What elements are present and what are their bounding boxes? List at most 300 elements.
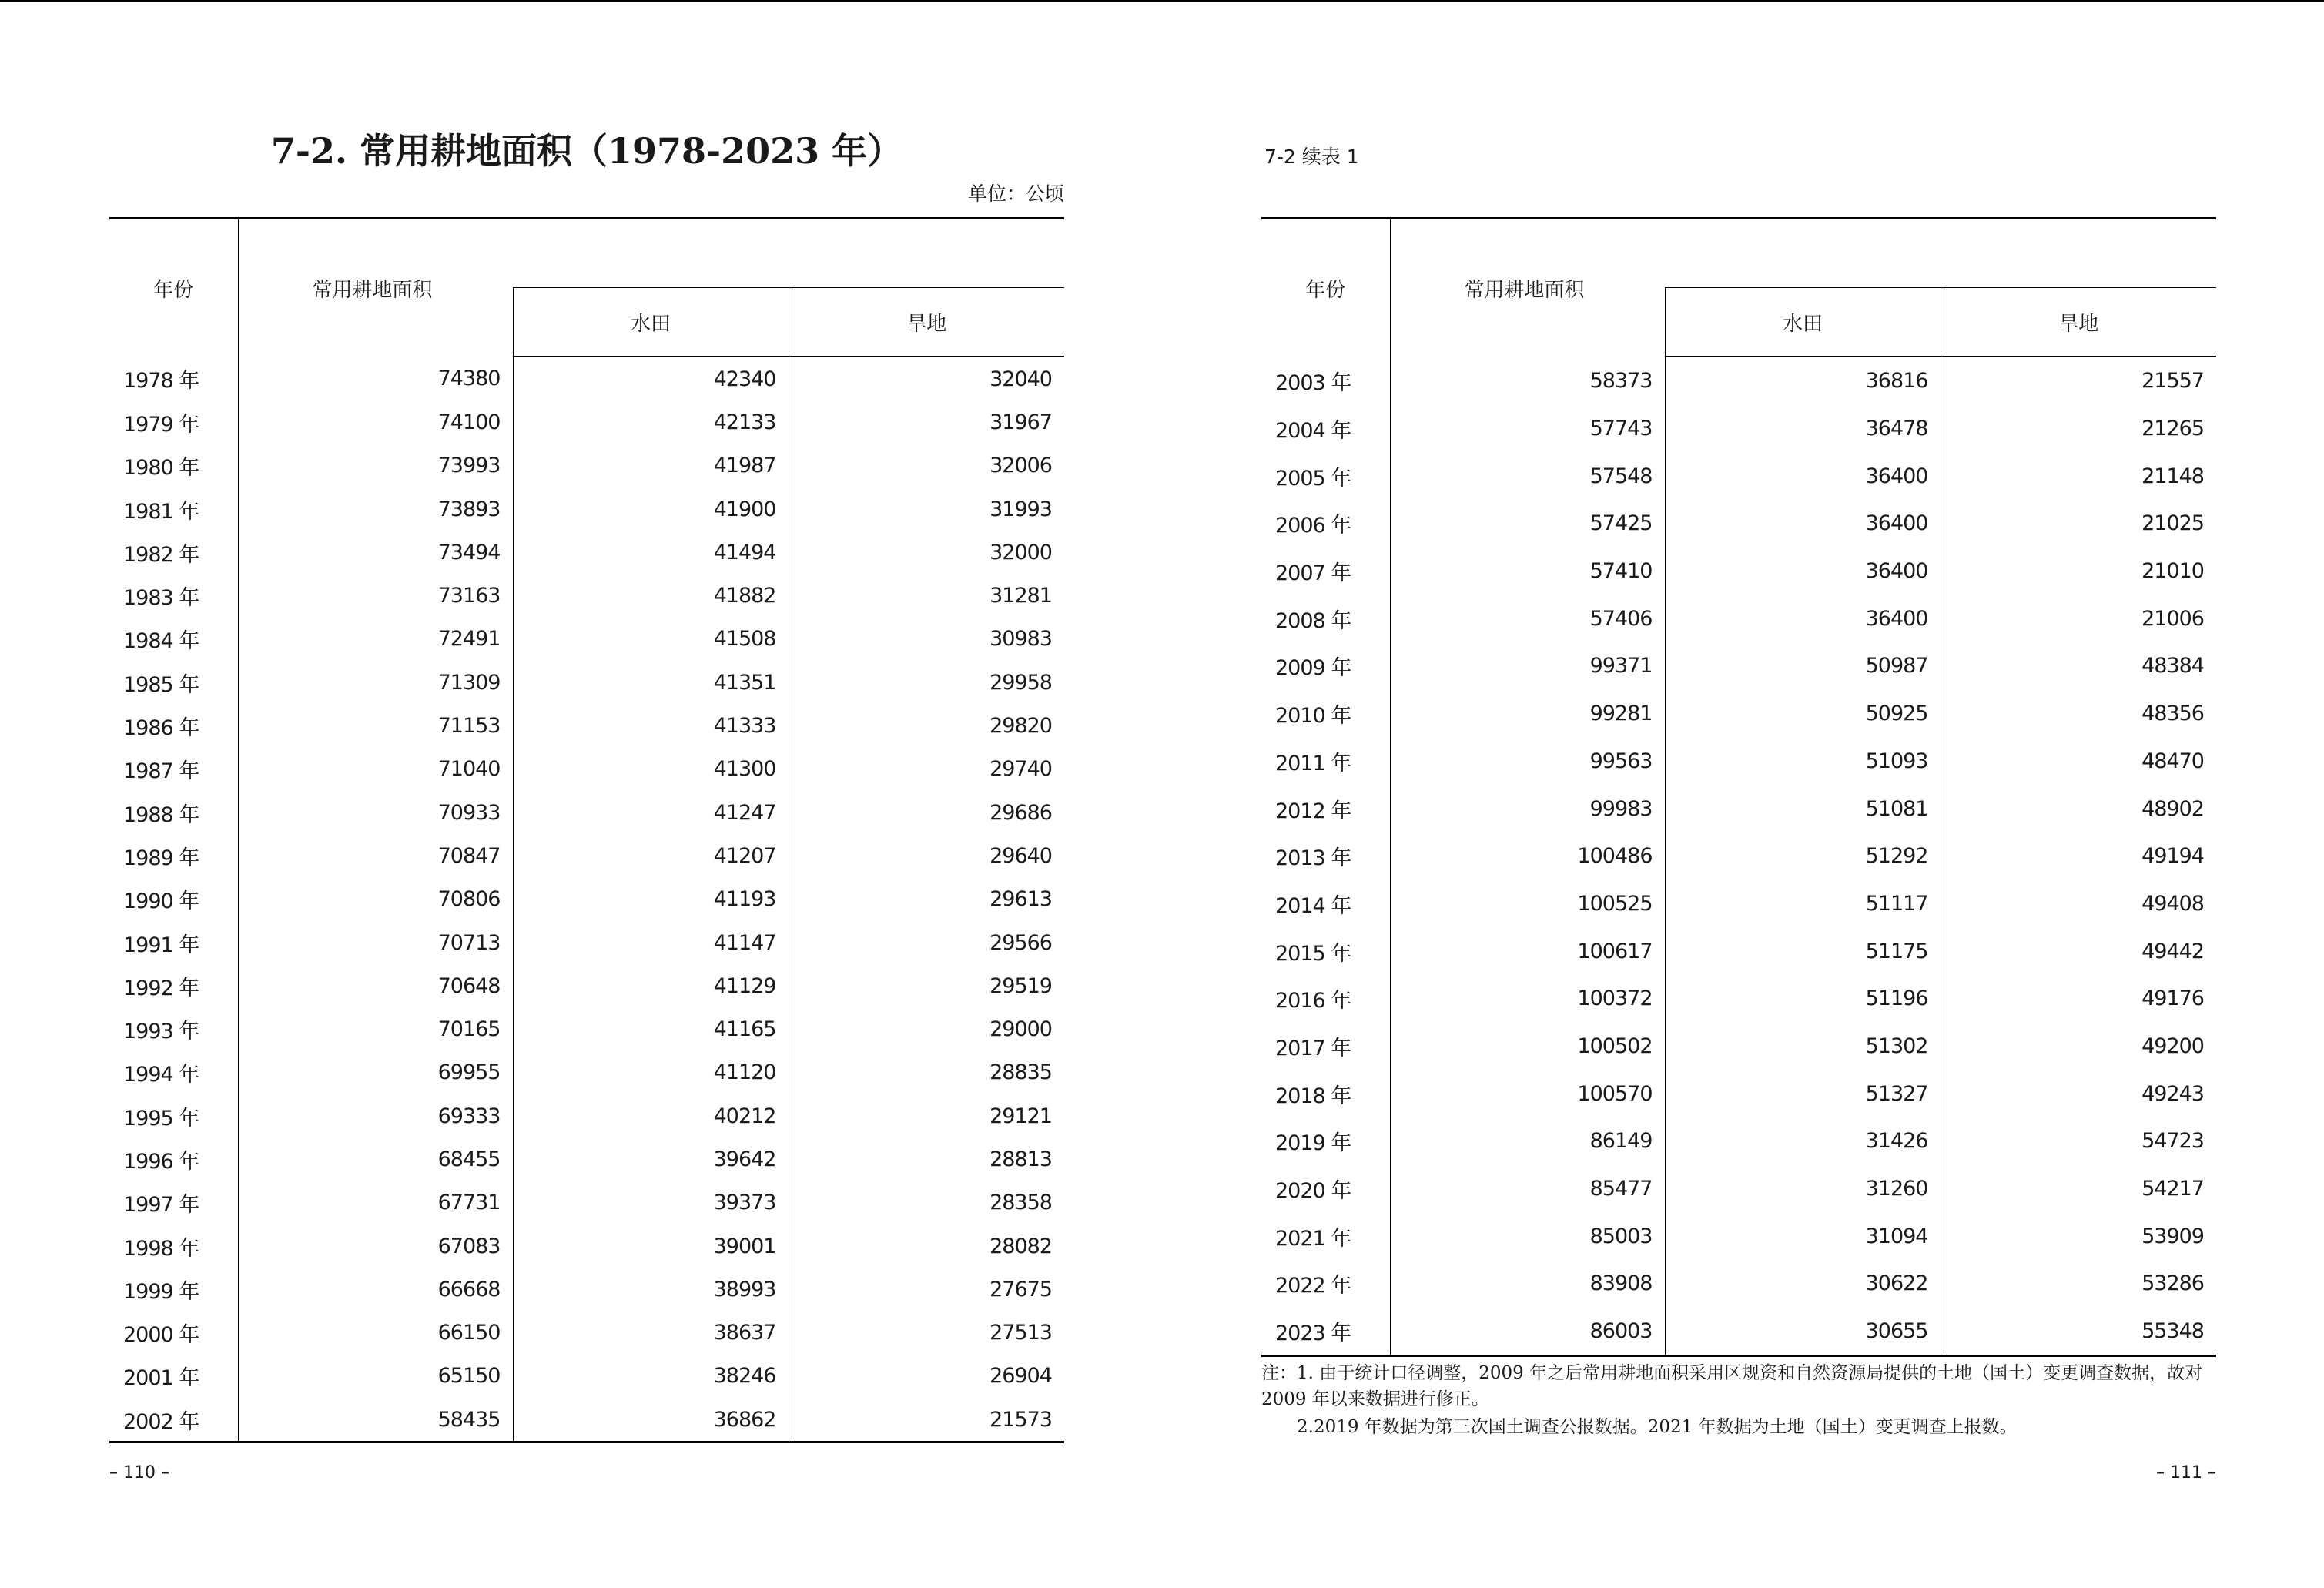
cell-year — [109, 1181, 238, 1225]
year-value: 1985 — [123, 672, 173, 697]
cell-paddy-field: 42133 — [513, 400, 789, 444]
cell-paddy-field: 30622 — [1665, 1260, 1941, 1308]
year-value: 1988 — [123, 802, 173, 827]
cell-dry-land: 21148 — [1941, 452, 2216, 500]
cell-paddy-field: 41193 — [513, 878, 789, 921]
cell-year — [1261, 927, 1390, 975]
cell-dry-land: 31993 — [789, 487, 1064, 531]
header-paddy-field: 水田 — [513, 288, 789, 357]
cell-paddy-field: 50987 — [1665, 642, 1941, 690]
table-row — [1261, 975, 2216, 1023]
table-title: 7-2. 常用耕地面积（1978-2023 年） — [270, 130, 903, 172]
year-suffix: 年 — [1331, 989, 1352, 1013]
cell-total-area: 66668 — [437, 1277, 501, 1302]
cell-paddy-field: 41987 — [513, 444, 789, 487]
cell-paddy-field: 51327 — [1665, 1070, 1941, 1117]
cell-total-area: 70713 — [437, 930, 501, 955]
year-value: 1997 — [123, 1193, 173, 1218]
cell-total-area: 70648 — [437, 973, 501, 998]
year-value: 2023 — [1275, 1322, 1325, 1346]
table-row — [109, 878, 1064, 921]
cell-total-area: 67083 — [437, 1234, 501, 1258]
year-suffix: 年 — [1331, 1322, 1352, 1346]
table-row — [1261, 1308, 2216, 1356]
table-row — [109, 661, 1064, 704]
cell-dry-land: 28813 — [789, 1137, 1064, 1181]
year-value: 2022 — [1275, 1274, 1325, 1298]
unit-label: 单位：公顷 — [967, 183, 1064, 205]
year-value: 1980 — [123, 456, 173, 481]
cell-total-area: 73893 — [437, 497, 501, 521]
cell-paddy-field: 38637 — [513, 1312, 789, 1355]
cell-paddy-field: 36816 — [1665, 357, 1941, 405]
year-suffix: 年 — [179, 542, 200, 567]
cell-total-area: 73163 — [437, 584, 501, 608]
header-total-area: 常用耕地面积 — [312, 278, 433, 302]
cell-paddy-field: 41247 — [513, 791, 789, 834]
table-row — [109, 444, 1064, 487]
cell-paddy-field: 40212 — [513, 1094, 789, 1137]
continued-table-title: 7-2 续表 1 — [1264, 146, 1359, 168]
header-total-area: 常用耕地面积 — [1464, 278, 1585, 302]
year-suffix: 年 — [1331, 799, 1352, 823]
cell-year — [1261, 1070, 1390, 1117]
year-value: 2010 — [1275, 704, 1325, 729]
table-row — [1261, 595, 2216, 642]
year-value: 2011 — [1275, 751, 1325, 776]
year-suffix: 年 — [179, 1236, 200, 1261]
cell-dry-land: 48902 — [1941, 785, 2216, 833]
year-suffix: 年 — [1331, 370, 1352, 395]
year-value: 2003 — [1275, 370, 1325, 395]
table-row — [109, 704, 1064, 747]
header-dry-land: 旱地 — [789, 288, 1064, 357]
cell-total-area: 74380 — [437, 367, 501, 391]
note-1: 注：1. 由于统计口径调整，2009 年之后常用耕地面积采用区规资和自然资源局提供的土地（国土）变更调查数据，故对 2009 年以来数据进行修正。 — [1261, 1363, 2203, 1409]
cell-paddy-field: 38246 — [513, 1355, 789, 1398]
table-row — [1261, 1117, 2216, 1165]
cell-year — [109, 1137, 238, 1181]
cell-paddy-field: 41882 — [513, 574, 789, 617]
table-row — [109, 574, 1064, 617]
year-suffix: 年 — [1331, 941, 1352, 966]
year-value: 2002 — [123, 1409, 173, 1434]
header-paddy-field: 水田 — [1665, 288, 1941, 357]
cell-paddy-field: 41494 — [513, 531, 789, 574]
cell-total-area: 67731 — [437, 1191, 501, 1215]
table-row — [1261, 357, 2216, 405]
cell-total-area: 58435 — [238, 1398, 513, 1442]
cell-year — [109, 1007, 238, 1050]
cell-dry-land: 26904 — [789, 1355, 1064, 1398]
table-notes — [1261, 1360, 2216, 1440]
cell-total-area: 71153 — [437, 714, 501, 739]
cell-year — [1261, 1165, 1390, 1213]
cell-dry-land: 21265 — [1941, 405, 2216, 453]
cell-paddy-field: 51117 — [1665, 880, 1941, 928]
year-value: 2016 — [1275, 989, 1325, 1013]
year-value: 1995 — [123, 1106, 173, 1131]
table-row — [109, 487, 1064, 531]
cell-paddy-field: 51093 — [1665, 738, 1941, 786]
table-row — [1261, 1260, 2216, 1308]
year-suffix: 年 — [179, 716, 200, 741]
cell-year — [109, 1312, 238, 1355]
cell-total-area: 70847 — [437, 843, 501, 868]
year-value: 1986 — [123, 716, 173, 741]
table-row — [109, 1051, 1064, 1094]
table-row — [1261, 642, 2216, 690]
year-suffix: 年 — [179, 846, 200, 870]
cell-year — [109, 661, 238, 704]
cell-year — [1261, 1308, 1390, 1356]
table-row — [109, 357, 1064, 400]
cell-year — [1261, 1212, 1390, 1260]
cell-dry-land: 49200 — [1941, 1023, 2216, 1070]
cell-paddy-field: 51175 — [1665, 927, 1941, 975]
header-spacer — [1665, 219, 2216, 288]
year-value: 1984 — [123, 629, 173, 654]
cell-paddy-field: 41120 — [513, 1051, 789, 1094]
year-suffix: 年 — [1331, 1179, 1352, 1204]
year-suffix: 年 — [1331, 1274, 1352, 1298]
table-row — [109, 1225, 1064, 1268]
year-suffix: 年 — [179, 1366, 200, 1391]
year-suffix: 年 — [179, 933, 200, 957]
cell-year — [109, 704, 238, 747]
cell-dry-land: 28358 — [789, 1181, 1064, 1225]
year-suffix: 年 — [1331, 1226, 1352, 1251]
header-year: 年份 — [109, 219, 238, 357]
table-row — [1261, 690, 2216, 738]
cell-total-area: 86003 — [1390, 1308, 1665, 1356]
table-row — [109, 748, 1064, 791]
cell-year — [109, 964, 238, 1007]
cell-total-area: 99281 — [1589, 702, 1653, 726]
cell-paddy-field: 50925 — [1665, 690, 1941, 738]
year-value: 2007 — [1275, 561, 1325, 586]
cell-total-area: 57425 — [1589, 511, 1653, 536]
cell-year — [109, 487, 238, 531]
cell-total-area: 86149 — [1589, 1129, 1653, 1154]
cell-dry-land: 29820 — [789, 704, 1064, 747]
year-value: 1990 — [123, 889, 173, 914]
cell-year — [109, 357, 238, 400]
cell-total-area: 72491 — [437, 627, 501, 652]
cell-year — [1261, 975, 1390, 1023]
cell-paddy-field: 39373 — [513, 1181, 789, 1225]
cell-paddy-field: 30655 — [1665, 1308, 1941, 1356]
cell-total-area: 85477 — [1589, 1177, 1653, 1201]
cell-total-area: 85003 — [1589, 1224, 1653, 1248]
year-value: 2012 — [1275, 799, 1325, 823]
cell-paddy-field: 41508 — [513, 618, 789, 661]
year-value: 2001 — [123, 1366, 173, 1391]
year-suffix: 年 — [179, 1409, 200, 1434]
cell-total-area: 71040 — [437, 757, 501, 782]
cell-total-area: 57410 — [1589, 559, 1653, 584]
cell-dry-land: 54723 — [1941, 1117, 2216, 1165]
cell-dry-land: 29958 — [789, 661, 1064, 704]
year-suffix: 年 — [179, 1323, 200, 1348]
cell-dry-land: 30983 — [789, 618, 1064, 661]
year-value: 1992 — [123, 976, 173, 1000]
page-number: – 110 – — [109, 1463, 169, 1482]
year-suffix: 年 — [1331, 846, 1352, 871]
year-value: 2004 — [1275, 419, 1325, 444]
cell-dry-land: 49194 — [1941, 833, 2216, 880]
year-suffix: 年 — [1331, 893, 1352, 918]
table-row — [109, 400, 1064, 444]
farmland-table-left — [109, 217, 1064, 1443]
year-suffix: 年 — [1331, 704, 1352, 729]
year-value: 2013 — [1275, 846, 1325, 871]
year-value: 1989 — [123, 846, 173, 870]
year-value: 1993 — [123, 1020, 173, 1044]
cell-year — [1261, 738, 1390, 786]
cell-dry-land: 32000 — [789, 531, 1064, 574]
table-row — [109, 921, 1064, 964]
table-row — [109, 1268, 1064, 1311]
table-row — [1261, 927, 2216, 975]
cell-paddy-field: 39642 — [513, 1137, 789, 1181]
cell-paddy-field: 36400 — [1665, 452, 1941, 500]
cell-total-area: 100486 — [1577, 844, 1653, 869]
table-row — [1261, 880, 2216, 928]
cell-year — [1261, 833, 1390, 880]
year-value: 2009 — [1275, 656, 1325, 681]
cell-paddy-field: 41129 — [513, 964, 789, 1007]
cell-year — [109, 921, 238, 964]
table-row — [109, 1355, 1064, 1398]
table-row — [1261, 1212, 2216, 1260]
year-suffix: 年 — [179, 499, 200, 524]
cell-total-area: 68455 — [437, 1147, 501, 1171]
page-number: – 111 – — [2156, 1463, 2216, 1482]
cell-total-area: 100617 — [1577, 939, 1653, 963]
cell-year — [109, 791, 238, 834]
cell-year — [1261, 785, 1390, 833]
cell-total-area: 99563 — [1589, 749, 1653, 773]
cell-dry-land: 32006 — [789, 444, 1064, 487]
cell-year — [109, 1268, 238, 1311]
year-value: 2000 — [123, 1323, 173, 1348]
table-row — [1261, 548, 2216, 595]
cell-total-area: 100570 — [1577, 1081, 1653, 1106]
cell-dry-land: 21573 — [789, 1398, 1064, 1442]
table-row — [1261, 833, 2216, 880]
year-value: 1987 — [123, 759, 173, 784]
cell-paddy-field: 51196 — [1665, 975, 1941, 1023]
cell-year — [109, 531, 238, 574]
cell-dry-land: 49408 — [1941, 880, 2216, 928]
cell-dry-land: 29613 — [789, 878, 1064, 921]
cell-total-area: 70165 — [437, 1017, 501, 1042]
cell-total-area: 57406 — [1589, 606, 1653, 631]
cell-year — [1261, 880, 1390, 928]
cell-dry-land: 21025 — [1941, 500, 2216, 548]
table-row — [109, 1007, 1064, 1050]
year-value: 1991 — [123, 933, 173, 957]
cell-year — [1261, 452, 1390, 500]
cell-year — [109, 1355, 238, 1398]
cell-total-area: 100502 — [1577, 1034, 1653, 1058]
year-value: 2021 — [1275, 1226, 1325, 1251]
table-row — [1261, 405, 2216, 453]
cell-year — [109, 1094, 238, 1137]
header-dry-land: 旱地 — [1941, 288, 2216, 357]
year-suffix: 年 — [179, 456, 200, 481]
table-row — [1261, 1070, 2216, 1117]
year-suffix: 年 — [179, 759, 200, 784]
year-value: 2008 — [1275, 608, 1325, 633]
table-row — [1261, 738, 2216, 786]
cell-year — [109, 834, 238, 877]
year-value: 2017 — [1275, 1036, 1325, 1060]
cell-dry-land: 29686 — [789, 791, 1064, 834]
table-body — [1261, 357, 2216, 1356]
year-value: 1978 — [123, 369, 173, 394]
cell-year — [1261, 690, 1390, 738]
cell-total-area: 100372 — [1577, 987, 1653, 1011]
cell-paddy-field: 41351 — [513, 661, 789, 704]
cell-paddy-field: 41147 — [513, 921, 789, 964]
cell-dry-land: 27513 — [789, 1312, 1064, 1355]
cell-year — [1261, 1260, 1390, 1308]
cell-paddy-field: 36400 — [1665, 595, 1941, 642]
year-suffix: 年 — [1331, 608, 1352, 633]
note-2: 2.2019 年数据为第三次国土调查公报数据。2021 年数据为土地（国土）变更调查上报数。 — [1297, 1417, 2018, 1437]
year-suffix: 年 — [1331, 751, 1352, 776]
farmland-table-right — [1261, 217, 2216, 1357]
cell-total-area: 70806 — [437, 887, 501, 912]
cell-dry-land: 21557 — [1941, 357, 2216, 405]
year-value: 2015 — [1275, 941, 1325, 966]
year-suffix: 年 — [179, 1020, 200, 1044]
year-value: 1982 — [123, 542, 173, 567]
cell-total-area: 66150 — [437, 1321, 501, 1345]
year-value: 1983 — [123, 586, 173, 611]
cell-paddy-field: 31094 — [1665, 1212, 1941, 1260]
cell-total-area: 99371 — [1589, 654, 1653, 678]
year-value: 2019 — [1275, 1131, 1325, 1156]
year-value: 2018 — [1275, 1084, 1325, 1108]
year-suffix: 年 — [179, 1106, 200, 1131]
table-row — [109, 964, 1064, 1007]
cell-total-area: 83908 — [1589, 1271, 1653, 1296]
cell-dry-land: 29000 — [789, 1007, 1064, 1050]
table-row — [1261, 1165, 2216, 1213]
year-suffix: 年 — [179, 586, 200, 611]
year-suffix: 年 — [179, 976, 200, 1000]
year-suffix: 年 — [1331, 561, 1352, 586]
year-value: 1981 — [123, 499, 173, 524]
cell-total-area: 73494 — [437, 540, 501, 565]
cell-year — [109, 1398, 238, 1442]
cell-paddy-field: 41207 — [513, 834, 789, 877]
cell-paddy-field: 51081 — [1665, 785, 1941, 833]
cell-total-area: 69955 — [437, 1060, 501, 1085]
cell-dry-land: 49243 — [1941, 1070, 2216, 1117]
table-row — [109, 1094, 1064, 1137]
cell-dry-land: 55348 — [1941, 1308, 2216, 1356]
cell-dry-land: 32040 — [789, 357, 1064, 400]
year-value: 1999 — [123, 1279, 173, 1304]
cell-paddy-field: 36478 — [1665, 405, 1941, 453]
cell-dry-land: 48384 — [1941, 642, 2216, 690]
year-suffix: 年 — [1331, 419, 1352, 444]
cell-year — [1261, 595, 1390, 642]
cell-dry-land: 49442 — [1941, 927, 2216, 975]
cell-paddy-field: 36400 — [1665, 500, 1941, 548]
year-suffix: 年 — [179, 672, 200, 697]
year-suffix: 年 — [179, 1279, 200, 1304]
cell-paddy-field: 51302 — [1665, 1023, 1941, 1070]
cell-dry-land: 53286 — [1941, 1260, 2216, 1308]
cell-dry-land: 48356 — [1941, 690, 2216, 738]
cell-year — [109, 574, 238, 617]
year-suffix: 年 — [1331, 1036, 1352, 1060]
cell-dry-land: 28835 — [789, 1051, 1064, 1094]
cell-dry-land: 29566 — [789, 921, 1064, 964]
year-suffix: 年 — [179, 412, 200, 437]
cell-year — [1261, 548, 1390, 595]
year-suffix: 年 — [179, 369, 200, 394]
table-row — [109, 1137, 1064, 1181]
cell-paddy-field: 51292 — [1665, 833, 1941, 880]
table-row — [1261, 500, 2216, 548]
year-suffix: 年 — [179, 1149, 200, 1174]
cell-dry-land: 21010 — [1941, 548, 2216, 595]
cell-year — [1261, 1117, 1390, 1165]
table-row — [109, 834, 1064, 877]
cell-year — [1261, 405, 1390, 453]
table-body — [109, 357, 1064, 1442]
year-value: 1979 — [123, 412, 173, 437]
table-row — [109, 791, 1064, 834]
table-row — [109, 1312, 1064, 1355]
year-suffix: 年 — [1331, 1131, 1352, 1156]
year-value: 2014 — [1275, 893, 1325, 918]
cell-dry-land: 21006 — [1941, 595, 2216, 642]
cell-paddy-field: 41900 — [513, 487, 789, 531]
cell-dry-land: 28082 — [789, 1225, 1064, 1268]
cell-total-area: 65150 — [437, 1364, 501, 1389]
header-year: 年份 — [1261, 219, 1390, 357]
cell-paddy-field: 36400 — [1665, 548, 1941, 595]
cell-total-area: 71309 — [437, 670, 501, 695]
right-page — [1261, 0, 2216, 1588]
cell-total-area: 73993 — [437, 454, 501, 478]
cell-paddy-field: 41333 — [513, 704, 789, 747]
year-suffix: 年 — [1331, 656, 1352, 681]
left-page — [109, 0, 1064, 1588]
year-suffix: 年 — [179, 802, 200, 827]
cell-total-area: 57743 — [1589, 417, 1653, 441]
cell-year — [109, 400, 238, 444]
cell-year — [1261, 642, 1390, 690]
table-row — [109, 531, 1064, 574]
table-row — [1261, 1023, 2216, 1070]
cell-year — [109, 444, 238, 487]
year-value: 2020 — [1275, 1179, 1325, 1204]
cell-year — [1261, 357, 1390, 405]
year-suffix: 年 — [179, 1063, 200, 1087]
year-value: 1994 — [123, 1063, 173, 1087]
year-value: 2006 — [1275, 514, 1325, 538]
cell-paddy-field: 39001 — [513, 1225, 789, 1268]
cell-dry-land: 29640 — [789, 834, 1064, 877]
